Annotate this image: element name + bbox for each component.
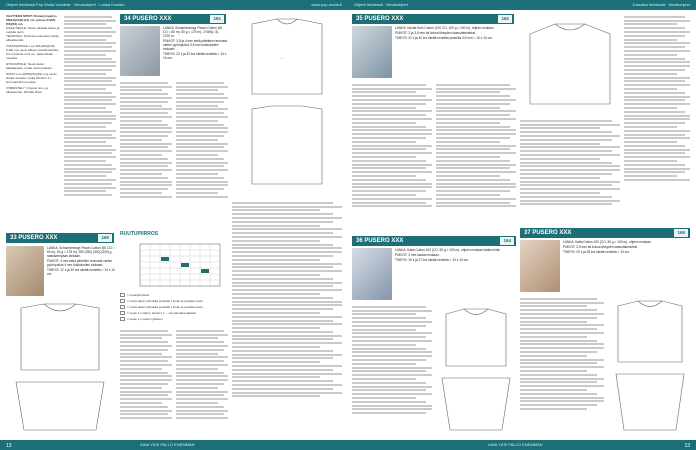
pattern-34-photo: [120, 26, 160, 76]
back-piece-text: TAKAKAPPALE: Luo 101(109)(119)(129) s ja neulo alkaen joustinneuletta. Kun neulottu on 5 cm, jatka sileää neuletta.: [6, 44, 59, 60]
pattern-36-needles: PUIKOT: 3 mm kaulan mukaan.: [395, 253, 440, 257]
pattern-33-yarn: LANKA: Schachenmayr Peach Cotton (60 CO = 60 m), 50 g = 175 m), 250 (250) (300) (300) g raskavampaan lankaan.: [47, 246, 115, 258]
diagram-title: RUUTUPIIRROS: [120, 231, 159, 237]
right-col-3: [624, 14, 690, 214]
stitch-diagram: [120, 240, 228, 290]
pattern-35-title: 35 PUSERO XXX: [356, 16, 404, 22]
left-page-number: 13: [6, 443, 12, 449]
pattern-33-gauge: TIHEYS: 17 s ja 30 krs sileää neuletta = 10 x 10 cm.: [47, 268, 115, 276]
right-col-6: [520, 296, 604, 438]
right-col-5: [352, 304, 432, 438]
pattern-34-info: [163, 26, 227, 60]
pattern-36-title: 36 PUSERO XXX: [356, 238, 404, 244]
right-footer-text: AINA YKSI PALLO ENEMMÄN: [488, 442, 543, 447]
pattern-36-yarn: LANKA: Katia Cotton 100 (CO, 50 g = 100 m), ohjeen mukaan kaikki mitat.: [395, 248, 501, 252]
pattern-37-title: 37 PUSERO XXX: [524, 230, 572, 236]
pattern-35-needles: PUIKOT: 3 ja 3,5 mm tai kokoa tiheyden saavuttamiseksi.: [395, 31, 476, 35]
pattern-33-header: [6, 233, 114, 243]
pattern-37-info: [563, 240, 690, 254]
pattern-33-needles: PUIKOT: 4 mm sekä pääntien reunusta varten pyöröpuikot 4 mm kukkuloiden mukaan.: [47, 259, 113, 267]
pattern-35-schematic: [520, 14, 620, 114]
right-header-site: Jossakin lehdessä · Neuleohjeet: [632, 2, 690, 7]
pattern-35-photo: [352, 26, 392, 78]
left-col-5: [120, 328, 172, 438]
right-page: [348, 0, 696, 450]
left-page-footer: [0, 440, 348, 450]
front-piece-text: ETUKAPPALE: Neulo kuten takakappale, mutta neulo pääntie.: [6, 62, 53, 70]
right-page-number: 13: [684, 443, 690, 449]
legend-text-3: = nosta oikein silmukka puoliväli s ilman ja puolella neulo: [127, 305, 203, 309]
pattern-34-needles: PUIKOT: 3,5 ja 4 mm sekä pääntien reunusta varten pyöröpuikot 3,5 mm kukkuloiden mukaan.: [163, 39, 227, 51]
pattern-34-gauge: TIHEYS: 22 s ja 32 krs sileää neuletta = 10 x 10 cm.: [163, 52, 227, 60]
legend-text-4: = neulo 1 s oikein, kierrä 1 s ... ota silmukka takaisin: [127, 311, 197, 315]
pattern-36-photo: [352, 248, 392, 300]
pattern-36-schematic: [436, 304, 516, 438]
pattern-37-gauge: TIHEYS: 20 s ja 28 krs sileää neuletta = 10 cm.: [563, 250, 630, 254]
technique-text: TEKNIIKKA: Pyöreä neulomaton paitsi alhaalla päin.: [6, 34, 59, 42]
pattern-35-header: [352, 14, 514, 24]
pattern-36-gauge: TIHEYS: 19 s ja 27 krs sileää neuletta = 10 x 10 cm.: [395, 258, 469, 262]
left-col-2: [64, 14, 116, 229]
left-header-text: Ohjeet lehdessä Pop Moda Vuodelle · Neuleohjeet · Lanka Koukku: [6, 2, 125, 7]
left-page-header: [0, 0, 348, 10]
left-header-site: www.pop-moda.fi: [311, 2, 342, 7]
right-col-1: [352, 82, 432, 232]
stockinette-text: SILEÄ NEULE: Neulo oikealla oikein ja nurjalla nurin.: [6, 26, 60, 34]
pattern-34-title: 34 PUSERO XXX: [124, 16, 172, 22]
right-col-2: [436, 82, 516, 232]
pattern-37-schematic: [608, 296, 692, 438]
finishing-text: VIIMEISTELY: Ompele sivu- ja hihasaumat. Kiinnitä hihat.: [6, 86, 48, 94]
right-header-text: Ohjeet lehdessä · Neuleohjeet: [354, 2, 408, 7]
pattern-37-header: [520, 228, 690, 238]
left-col-1: [6, 14, 60, 229]
pattern-35-yarn: LANKA: Novita Kelo Cotton (100 CO, 100 g = 240 m), ohjeen mukaan.: [395, 26, 495, 30]
pattern-36-header: [352, 236, 516, 246]
left-col-4: [176, 80, 228, 225]
pattern-37-code: 165: [674, 229, 688, 237]
pattern-34-schematic: [232, 14, 342, 194]
pattern-36-info: [395, 248, 515, 262]
pattern-33-code: 160: [98, 234, 112, 242]
svg-text:—: —: [280, 56, 283, 60]
measurements-text: VAATTEEN MITAT: Rinnanympärys 88(94)(104)(114) cm, pituus 54(55)(56)(58) cm.: [6, 14, 57, 26]
pattern-36-code: 164: [500, 237, 514, 245]
right-page-footer: [348, 440, 696, 450]
pattern-35-code: 162: [498, 15, 512, 23]
pattern-33-title: 33 PUSERO XXX: [10, 235, 58, 241]
pattern-34-yarn: LANKA: Schachenmayr Peach Cotton (60 CO = 60 m), 50 g = 175 m), 2 NW(2, 5), 1700 m.: [163, 26, 223, 38]
right-col-4: [520, 118, 620, 228]
diagram-legend: [120, 292, 230, 322]
legend-text-5: = neulo 1 s puikon ylitseen: [127, 317, 163, 321]
right-page-header: [348, 0, 696, 10]
sleeves-text: HIHAT: Luo 48(50)(52)(54) s ja neulo sileää neuletta. Lisää hihoihin 1 s kummaankin reunaan.: [6, 72, 57, 84]
pattern-35-info: [395, 26, 513, 40]
pattern-37-yarn: LANKA: Katia Cotton 100 (CO, 50 g = 100 m), ohjeen mukaan.: [563, 240, 652, 244]
pattern-33-photo: [6, 246, 44, 296]
left-col-3: [120, 80, 172, 225]
pattern-37-photo: [520, 240, 560, 292]
pattern-33-info: [47, 246, 115, 276]
pattern-34-header: [120, 14, 226, 24]
left-col-7: [232, 200, 342, 438]
left-col-6: [176, 328, 228, 438]
pattern-33-schematic: [6, 300, 114, 440]
pattern-37-needles: PUIKOT: 3,5 mm tai kokoa tiheyden saavuttamiseksi.: [563, 245, 638, 249]
legend-text-1: = neulepiirrokset: [127, 293, 150, 297]
pattern-34-code: 161: [210, 15, 224, 23]
legend-text-2: = nosta oikein silmukka puoliväli s ilman ja puolella neulo: [127, 299, 203, 303]
legend-row-5: [120, 316, 230, 322]
left-footer-text: AINA YKSI PALLO ENEMMÄN: [140, 442, 195, 447]
pattern-35-gauge: TIHEYS: 22 s ja 30 krs sileää neuletta puikoilla 3,5 mm = 10 x 10 cm.: [395, 36, 493, 40]
